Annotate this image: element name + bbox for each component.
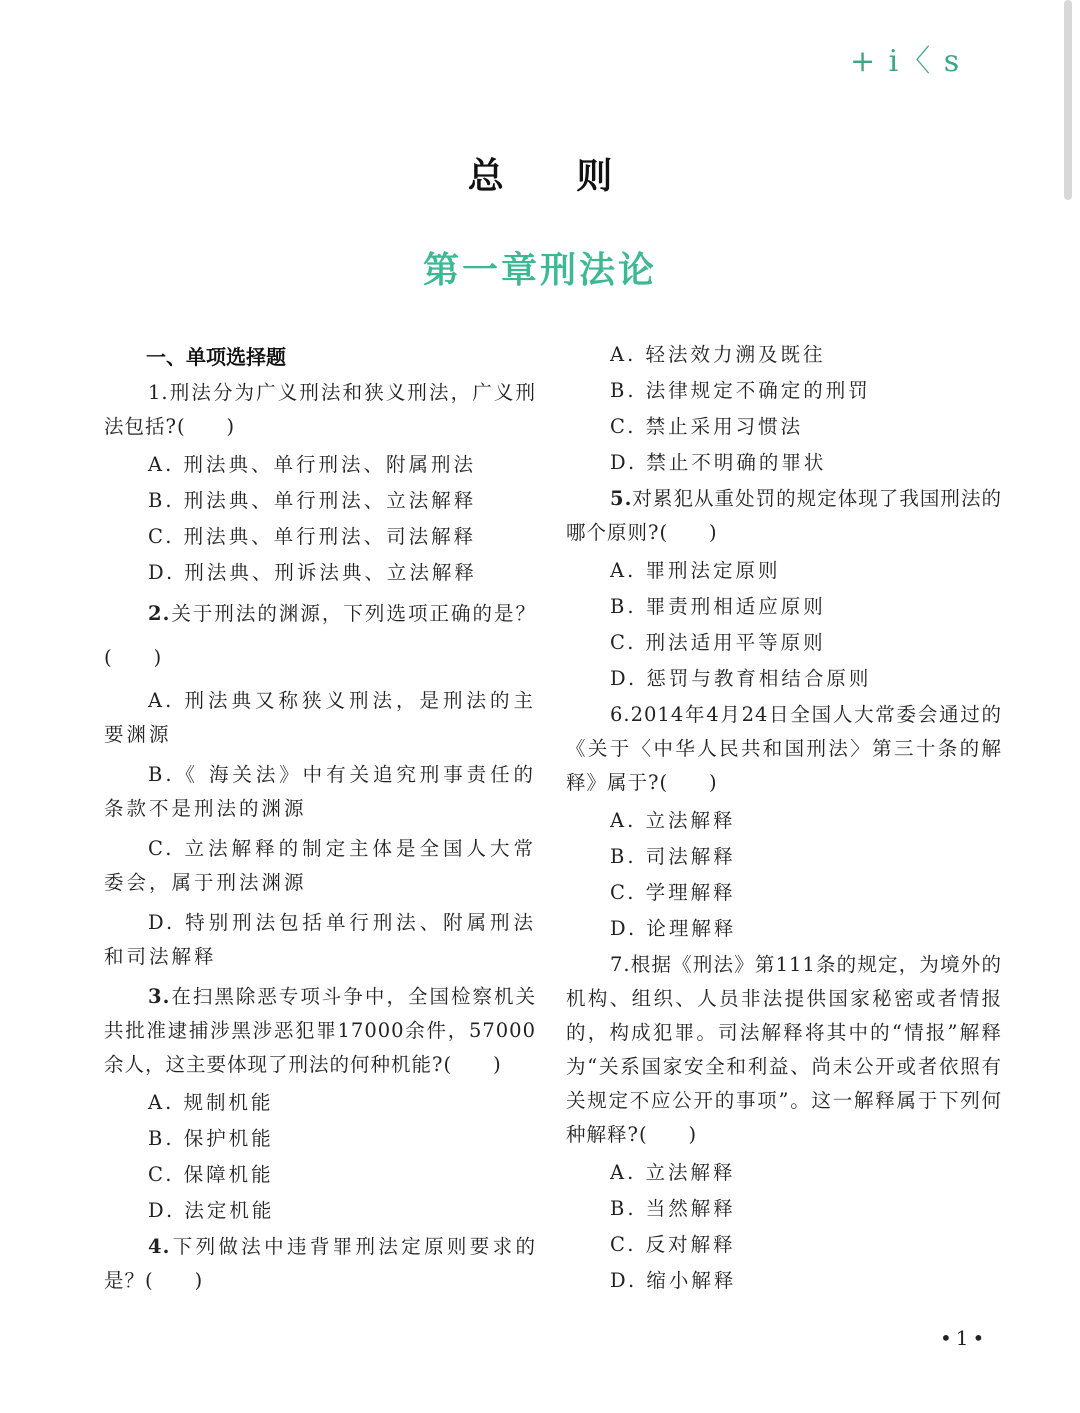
option: B.《 海关法》中有关追究刑事责任的条款不是刑法的渊源 (104, 763, 536, 820)
option: D. 法定机能 (148, 1199, 275, 1222)
question (566, 948, 1002, 1298)
option: A. 刑法典、单行刑法、附属刑法 (148, 453, 476, 476)
question-text: 下列做法中违背罪刑法定原则要求的是？( ) (104, 1235, 536, 1292)
question-number: 5. (610, 487, 633, 510)
option: C. 刑法适用平等原则 (610, 631, 826, 654)
question-text: 在扫黑除恶专项斗争中，全国检察机关共批准逮捕涉黑涉恶犯罪17000余件，57000余人，这主要体现了刑法的何种机能?( ) (104, 985, 536, 1076)
option: B. 刑法典、单行刑法、立法解释 (148, 489, 477, 512)
question-number: 2. (148, 602, 171, 625)
question (566, 482, 1002, 696)
section-heading: 一、单项选择题 (146, 345, 286, 369)
question-text: 关于刑法的渊源，下列选项正确的是？( ) (104, 602, 536, 669)
option: B. 保护机能 (148, 1127, 274, 1150)
question-stem (566, 698, 1002, 800)
option: D. 惩罚与教育相结合原则 (610, 667, 872, 690)
option: D. 缩小解释 (610, 1269, 737, 1292)
corner-mark: + i〈 s (850, 44, 962, 79)
option: C. 反对解释 (610, 1233, 736, 1256)
question-text: 根据《刑法》第111条的规定，为境外的机构、组织、人员非法提供国家秘密或者情报的，构成犯罪。司法解释将其中的“情报”解释为“关系国家安全和利益、尚未公开或者依照有关规定不应公开的事项”。这一解释属于下列何种解释?( ) (566, 953, 1002, 1146)
question-number: 6. (610, 703, 631, 726)
option: A. 规制机能 (148, 1091, 274, 1114)
option: C. 立法解释的制定主体是全国人大常委会，属于刑法渊源 (104, 837, 536, 894)
chapter-title: 第一章刑法论 (422, 250, 657, 291)
question (104, 1230, 536, 1298)
question-text: 对累犯从重处罚的规定体现了我国刑法的哪个原则?( ) (566, 487, 1002, 544)
question-stem (566, 948, 1002, 1152)
question (566, 698, 1002, 946)
option: D. 刑法典、刑诉法典、立法解释 (148, 561, 477, 584)
question-text: 2014年4月24日全国人大常委会通过的《关于〈中华人民共和国刑法〉第三十条的解释》属于?( ) (566, 703, 1002, 794)
question-number: 4. (148, 1235, 171, 1258)
option: A. 刑法典又称狭义刑法，是刑法的主要渊源 (104, 689, 536, 746)
option: D. 论理解释 (610, 917, 737, 940)
option: A. 立法解释 (610, 809, 736, 832)
question-number: 1. (148, 381, 169, 404)
question-number: 7. (610, 953, 631, 976)
question-number: 3. (148, 985, 171, 1008)
option: C. 学理解释 (610, 881, 736, 904)
option: C. 禁止采用习惯法 (610, 415, 804, 438)
option: B. 法律规定不确定的刑罚 (610, 379, 871, 402)
question-continued (566, 338, 1002, 480)
question-stem (104, 376, 536, 444)
option: C. 保障机能 (148, 1163, 274, 1186)
option: B. 当然解释 (610, 1197, 736, 1220)
question (104, 592, 536, 974)
question-text: 刑法分为广义刑法和狭义刑法，广义刑法包括?( ) (104, 381, 536, 438)
question-stem (104, 592, 536, 680)
question (104, 980, 536, 1228)
option: B. 司法解释 (610, 845, 736, 868)
option: A. 立法解释 (610, 1161, 736, 1184)
page-number: •1• (940, 1326, 989, 1350)
part-title: 总 则 (467, 156, 643, 197)
right-column (566, 338, 1002, 1300)
question-stem (566, 482, 1002, 550)
option: B. 罪责刑相适应原则 (610, 595, 826, 618)
left-column (104, 338, 536, 1302)
question-stem (104, 1230, 536, 1298)
question-stem (104, 980, 536, 1082)
question (104, 376, 536, 590)
option: D. 特别刑法包括单行刑法、附属刑法和司法解释 (104, 911, 536, 968)
option: C. 刑法典、单行刑法、司法解释 (148, 525, 477, 548)
option: A. 轻法效力溯及既往 (610, 343, 826, 366)
option: A. 罪刑法定原则 (610, 559, 781, 582)
option: D. 禁止不明确的罪状 (610, 451, 827, 474)
